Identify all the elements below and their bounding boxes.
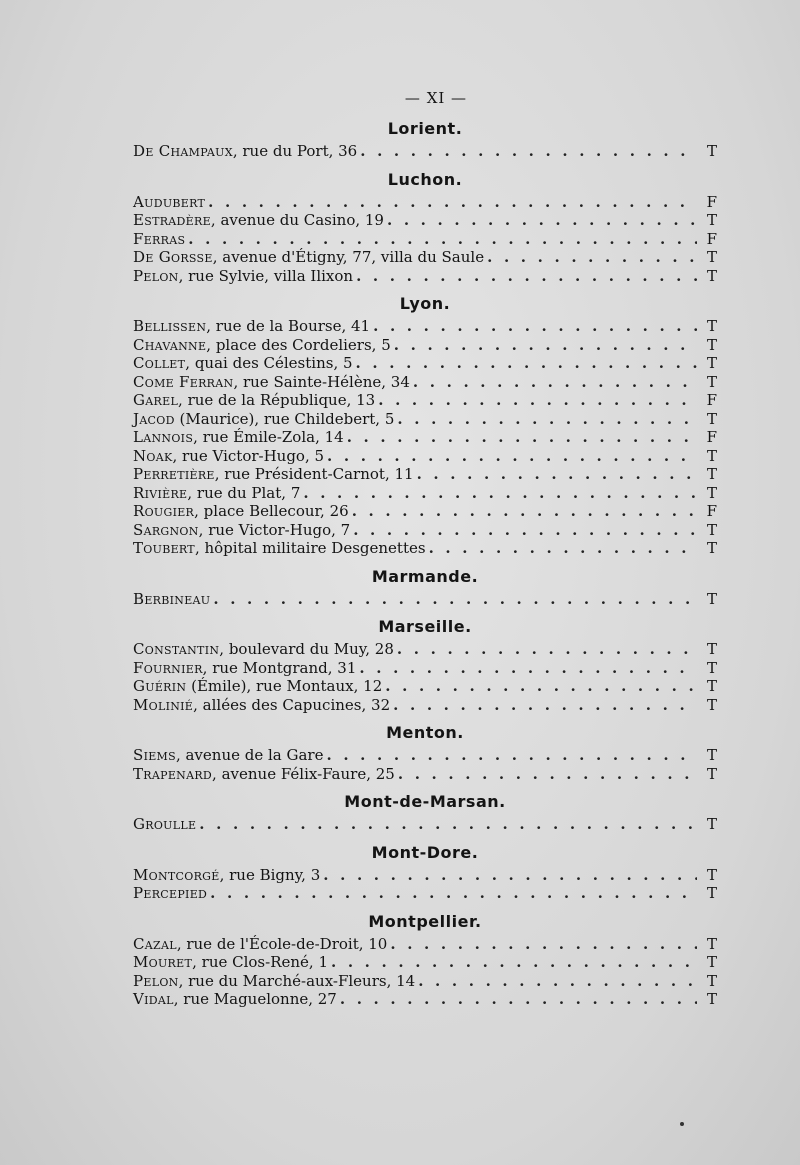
city-section [133,792,717,834]
directory-entry [133,502,717,521]
city-section [133,723,717,783]
entry-text [133,373,410,392]
directory-entry [133,659,717,678]
entry-name: Garel [133,391,179,409]
dot-leader [326,746,697,765]
entry-code: T [706,354,717,372]
entry-code: T [706,409,717,428]
entry-code: T [706,764,717,783]
directory-entry [133,373,717,392]
dot-leader [353,521,697,540]
city-section [133,912,717,1009]
print-speck [680,1122,684,1126]
entry-text [133,866,320,885]
entry-address: , rue du Port, 36 [232,142,358,160]
city-section [133,119,717,161]
directory-entry [133,267,717,286]
entry-text [133,142,357,161]
entry-code: T [706,640,717,658]
entry-text [133,765,395,784]
dot-leader [303,484,697,503]
directory-entry [133,230,717,249]
entry-code: T [706,465,717,483]
directory-entry [133,248,717,267]
dot-leader [385,677,697,696]
directory-entry [133,640,717,659]
dot-leader [360,142,697,161]
directory-entry [133,193,717,212]
entry-name: Ferras [133,229,186,248]
entry-text [133,935,387,954]
entry-name: Pelon [133,971,179,990]
directory-entry [133,866,717,885]
entry-name: Cazal [133,934,177,953]
directory-entry [133,317,717,336]
entry-text [133,953,328,972]
entry-address: , rue de la République, 13 [178,391,376,409]
entry-code: T [706,953,717,971]
entry-name: De Champaux [133,142,233,160]
dot-leader [417,465,697,484]
entry-text [133,746,323,765]
dot-leader [397,640,697,659]
entry-address: , quai des Célestins, 5 [185,354,353,372]
dot-leader [340,990,697,1009]
entry-address: , avenue de la Gare [175,746,324,764]
entry-name: Montcorgé [133,865,220,884]
entry-code: T [706,971,717,990]
entry-address: , avenue du Casino, 19 [210,211,384,229]
entry-name: Berbineau [133,589,211,608]
entry-text [133,317,370,336]
entry-code: F [706,502,717,520]
dot-leader [394,336,697,355]
city-heading: Lyon. [399,294,451,313]
entry-name: Molinié [133,695,194,714]
entry-address: , rue du Marché-aux-Fleurs, 14 [178,971,416,990]
directory-entry [133,465,717,484]
entry-name: Jacod [133,409,175,428]
entry-address: , rue Victor-Hugo, 5 [172,446,325,465]
entry-address: , rue Bigny, 3 [219,865,321,884]
dot-leader [390,935,697,954]
entry-code: F [706,229,717,248]
city-section [133,617,717,714]
entry-address: , rue Sylvie, villa Ilixon [178,266,354,285]
entry-code: T [706,990,717,1008]
entry-code: T [706,317,717,335]
city-heading: Mont-Dore. [371,842,479,862]
dot-leader [323,866,697,885]
dot-leader [331,953,697,972]
directory-entry [133,428,717,447]
dot-leader [352,502,697,521]
directory-entry [133,354,717,373]
entry-address: (Maurice), rue Childebert, 5 [174,409,395,428]
entry-name: Percepied [133,884,208,902]
entry-name: Trapenard [133,764,213,783]
entry-address: , rue Émile-Zola, 14 [193,428,344,446]
entry-text [133,354,353,373]
entry-name: Sargnon [133,520,199,539]
dot-leader [429,539,697,558]
entry-name: Audubert [133,192,206,211]
entry-text [133,539,426,558]
entry-code: T [706,884,717,902]
entry-code: T [706,142,717,160]
entry-text [133,659,356,678]
entry-name: Come Ferran [133,372,234,391]
entry-text [133,447,324,466]
dot-leader [393,696,697,715]
dot-leader [208,193,697,212]
dot-leader [373,317,697,336]
directory-entry [133,484,717,503]
entry-address: , avenue d'Étigny, 77, villa du Saule [212,248,485,266]
dot-leader [387,211,697,230]
dot-leader [188,230,697,249]
entry-text [133,410,394,429]
dot-leader [327,447,697,466]
dot-leader [210,884,697,903]
entry-code: T [706,248,717,266]
directory-entry [133,677,717,696]
directory-entry [133,696,717,715]
city-section [133,170,717,286]
city-heading: Marmande. [371,566,479,586]
entry-address: , rue Sainte-Hélène, 34 [233,372,410,391]
dot-leader [413,373,697,392]
entry-text [133,193,205,212]
dot-leader [359,659,697,678]
city-heading: Luchon. [387,169,463,189]
entry-code: T [706,211,717,229]
city-section [133,843,717,903]
city-heading: Montpellier. [368,911,482,931]
city-section [133,567,717,609]
entry-name: Constantin [133,640,220,658]
entry-address: (Émile), rue Montaux, 12 [186,677,383,695]
directory-entry [133,391,717,410]
entry-text [133,391,375,410]
directory-entry [133,521,717,540]
directory-entry [133,447,717,466]
directory-entry [133,935,717,954]
entry-text [133,640,394,659]
dot-leader [356,354,697,373]
directory-entry [133,142,717,161]
entry-address: , rue Maguelonne, 27 [173,990,337,1008]
entry-address: , boulevard du Muy, 28 [219,640,394,658]
entry-name: Toubert [133,539,195,557]
dot-leader [356,267,697,286]
entry-text [133,884,207,903]
entry-text [133,677,382,696]
entry-text [133,502,349,521]
entry-code: T [706,446,717,465]
entry-code: F [706,428,717,446]
page-number: — XI — [404,89,468,107]
entry-text [133,484,300,503]
entry-code: T [706,865,717,884]
entry-code: F [706,391,717,409]
entry-address: , rue de l'École-de-Droit, 10 [176,934,388,953]
entry-code: T [706,520,717,539]
entry-text [133,267,353,286]
entry-address: , avenue Félix-Faure, 25 [212,764,395,783]
dot-leader [418,972,697,991]
entry-name: Guérin [133,677,187,695]
entry-address: , rue du Plat, 7 [187,483,301,502]
entry-name: Vidal [133,990,174,1008]
entry-name: Estradère [133,211,211,229]
entry-text [133,990,337,1009]
dot-leader [398,765,697,784]
city-section [133,294,717,558]
entry-name: Mouret [133,953,193,971]
directory-entry [133,990,717,1009]
document-page [133,86,717,1009]
entry-name: Rivière [133,483,188,502]
entry-text [133,815,196,834]
entry-code: T [706,815,717,833]
entry-name: De Gorsse [133,248,213,266]
entry-name: Lannois [133,428,194,446]
entry-address: , rue Victor-Hugo, 7 [198,520,351,539]
entry-text [133,696,390,715]
dot-leader [378,391,697,410]
dot-leader [397,410,697,429]
entry-name: Siems [133,746,176,764]
entry-text [133,590,210,609]
entry-address: , rue de la Bourse, 41 [206,317,371,335]
entry-code: T [706,335,717,354]
entry-code: T [706,266,717,285]
entry-text [133,428,344,447]
entry-code: T [706,539,717,557]
city-heading: Lorient. [387,119,463,138]
entry-name: Rougier [133,502,195,520]
dot-leader [199,815,697,834]
entry-code: T [706,746,717,764]
entry-code: T [706,372,717,391]
entry-code: T [706,677,717,695]
entry-code: T [706,695,717,714]
entry-name: Collet [133,354,186,372]
entry-address: , rue Clos-René, 1 [192,953,328,971]
directory-list [133,119,717,1009]
entry-address: , rue Montgrand, 31 [202,658,357,677]
directory-entry [133,336,717,355]
entry-address: , place des Cordeliers, 5 [206,335,391,354]
entry-text [133,336,391,355]
entry-name: Groulle [133,815,197,833]
entry-name: Fournier [133,658,203,677]
entry-code: T [706,658,717,677]
entry-code: T [706,589,717,608]
directory-entry [133,590,717,609]
directory-entry [133,815,717,834]
directory-entry [133,972,717,991]
directory-entry [133,953,717,972]
directory-entry [133,211,717,230]
dot-leader [487,248,697,267]
entry-text [133,248,484,267]
entry-name: Noak [133,446,173,465]
directory-entry [133,746,717,765]
dot-leader [347,428,697,447]
entry-code: T [706,483,717,502]
entry-address: , allées des Capucines, 32 [193,695,391,714]
entry-text [133,465,414,484]
entry-text [133,972,415,991]
city-heading: Menton. [386,723,464,742]
directory-entry [133,884,717,903]
dot-leader [213,590,697,609]
entry-name: Chavanne [133,335,207,354]
entry-code: F [706,192,717,211]
entry-name: Perretière [133,465,215,483]
entry-code: T [706,934,717,953]
entry-text [133,211,384,230]
city-heading: Marseille. [378,617,472,636]
entry-text [133,230,185,249]
directory-entry [133,765,717,784]
entry-name: Pelon [133,266,179,285]
city-heading: Mont-de-Marsan. [344,792,506,811]
entry-address: , rue Président-Carnot, 11 [214,465,414,483]
entry-address: , hôpital militaire Desgenettes [194,539,426,557]
entry-text [133,521,350,540]
directory-entry [133,539,717,558]
directory-entry [133,410,717,429]
entry-address: , place Bellecour, 26 [194,502,349,520]
entry-name: Bellissen [133,317,207,335]
